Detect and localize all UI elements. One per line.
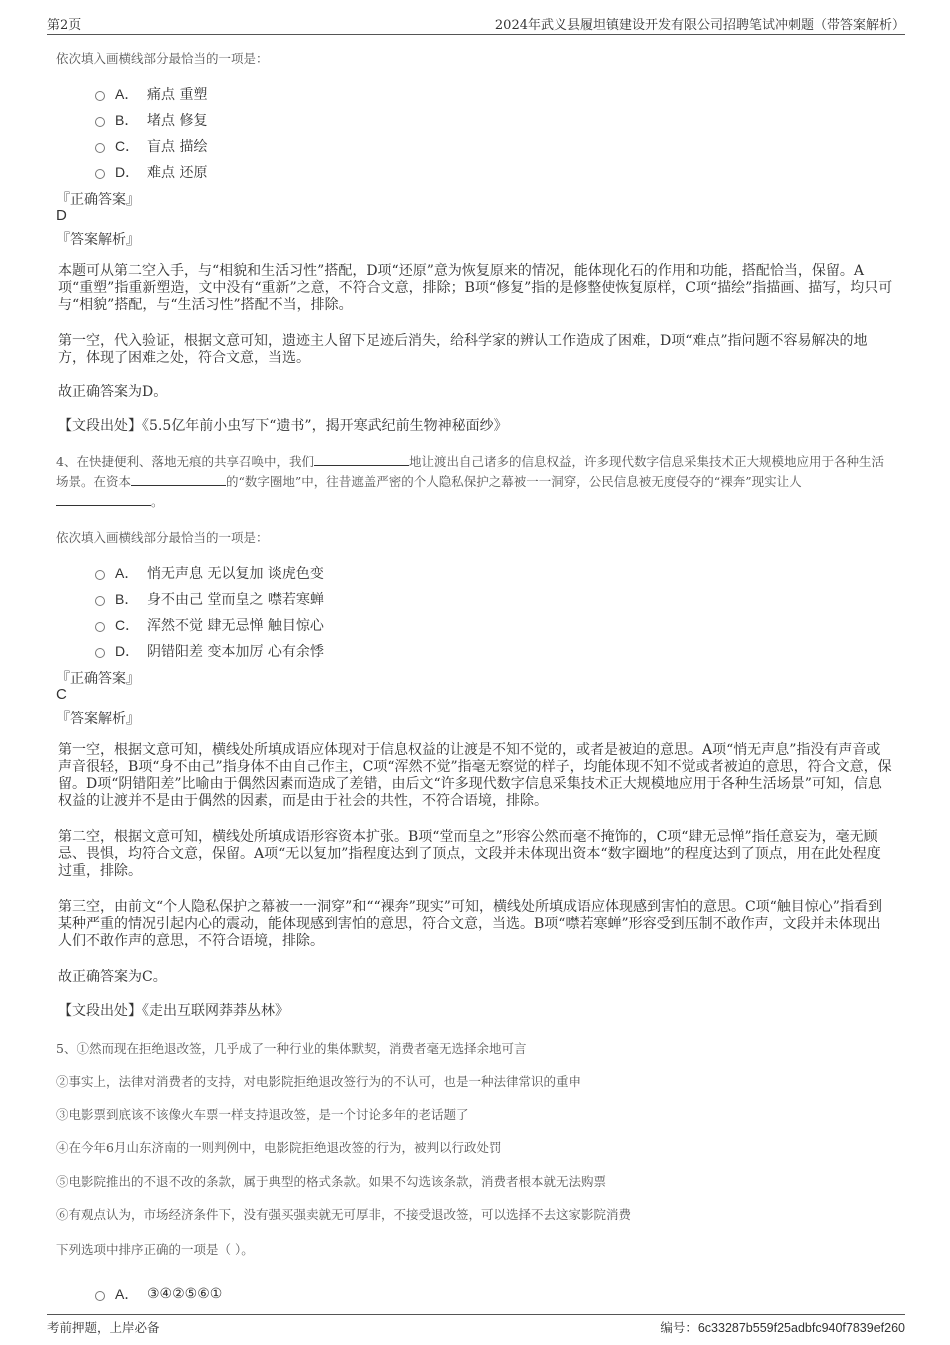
- q3-option-d[interactable]: D． 难点 还原: [95, 162, 207, 182]
- q4-source: 【文段出处】《走出互联网莽莽丛林》: [58, 1003, 289, 1019]
- q3-analysis-p2: 第一空，代入验证，根据文意可知，遗迹主人留下足迹后消失，给科学家的辨认工作造成了困难，D项“难点”指问题不容易解决的地方，体现了困难之处，符合文意，当选。: [58, 333, 868, 366]
- q4-blank-3[interactable]: [56, 493, 151, 506]
- q4-blank-2[interactable]: [131, 473, 226, 486]
- radio-icon[interactable]: [95, 91, 105, 101]
- q4-answer: C: [56, 686, 67, 703]
- q3-answer-label: 『正确答案』: [56, 192, 140, 208]
- q4-option-d[interactable]: D． 阴错阳差 变本加厉 心有余悸: [95, 641, 324, 661]
- q4-stem: 4、在快捷便利、落地无痕的共享召唤中，我们 地让渡出自己诸多的信息权益，许多现代数字信息采集技术正大规模地应用于各种生活场景。在资本 的“数字圈地”中，往昔遮盖严密的个人隐私保护之幕被一一洞穿，公民信息被无度侵夺的“裸奔”现实让人。: [56, 454, 884, 509]
- page-header: [47, 14, 905, 35]
- q4-answer-label: 『正确答案』: [56, 671, 140, 687]
- q5-item: ⑥有观点认为，市场经济条件下，没有强买强卖就无可厚非，不接受退改签，可以选择不去这家影院消费: [56, 1207, 632, 1222]
- q4-analysis-label: 『答案解析』: [56, 711, 140, 727]
- q4-prompt: 依次填入画横线部分最恰当的一项是：: [56, 530, 269, 545]
- radio-icon[interactable]: [95, 596, 105, 606]
- q4-option-c[interactable]: C． 浑然不觉 肆无忌惮 触目惊心: [95, 615, 324, 635]
- radio-icon[interactable]: [95, 117, 105, 127]
- q3-answer: D: [56, 207, 67, 224]
- q4-option-a[interactable]: A． 悄无声息 无以复加 谈虎色变: [95, 563, 324, 583]
- q4-option-b[interactable]: B． 身不由己 堂而皇之 噤若寒蝉: [95, 589, 324, 609]
- q5-prompt: 下列选项中排序正确的一项是（ ）。: [56, 1242, 254, 1257]
- q3-option-a[interactable]: A． 痛点 重塑: [95, 84, 207, 104]
- q5-item: ④在今年6月山东济南的一则判例中，电影院拒绝退改签的行为，被判以行政处罚: [56, 1140, 502, 1155]
- q4-analysis-p1: 第一空，根据文意可知，横线处所填成语应体现对于信息权益的让渡是不知不觉的，或者是被迫的意思。A项“悄无声息”指没有声音或声音很轻，B项“身不由己”指身体不由自己作主，C项“浑然不觉”指毫无察觉的样子，均能体现不知不觉或者被迫的意思，符合文意，保留。D项“阴错阳差”比喻由于偶然因素而造成了差错，由后文“许多现代数字信息采集技术正大规模地应用于各种生活场景”可知，信息权益的让渡并不是由于偶然的因素，而是由于社会的共性，不符合语境，排除。: [58, 742, 892, 809]
- q3-analysis-p3: 故正确答案为D。: [58, 384, 168, 400]
- q3-option-c[interactable]: C． 盲点 描绘: [95, 136, 207, 156]
- radio-icon[interactable]: [95, 143, 105, 153]
- page-footer: [47, 1314, 905, 1337]
- q5-item: ⑤电影院推出的不退不改的条款，属于典型的格式条款。如果不勾选该条款，消费者根本就无法购票: [56, 1174, 607, 1189]
- q4-analysis-p4: 故正确答案为C。: [58, 969, 167, 985]
- q5-option-a[interactable]: A． ③④②⑤⑥①: [95, 1284, 222, 1304]
- q4-analysis-p3: 第三空，由前文“个人隐私保护之幕被一一洞穿”和““裸奔”现实”可知，横线处所填成语应体现感到害怕的意思。C项“触目惊心”指看到某种严重的情况引起内心的震动，能体现感到害怕的意思，符合文意，当选。B项“噤若寒蝉”形容受到压制不敢作声，文段并未体现出人们不敢作声的意思，不符合语境，排除。: [58, 899, 882, 949]
- q5-item: ③电影票到底该不该像火车票一样支持退改签，是一个讨论多年的老话题了: [56, 1107, 469, 1122]
- radio-icon[interactable]: [95, 622, 105, 632]
- radio-icon[interactable]: [95, 169, 105, 179]
- radio-icon[interactable]: [95, 1291, 105, 1301]
- page-number: 第2页: [47, 18, 82, 33]
- q3-analysis-p1: 本题可从第二空入手，与“相貌和生活习性”搭配，D项“还原”意为恢复原来的情况，能体现化石的作用和功能，搭配恰当，保留。A项“重塑”指重新塑造，文中没有“重新”之意，不符合文意，排除；B项“修复”指的是修整使恢复原样，C项“描绘”指描画、描写，均只可与“相貌”搭配，与“生活习性”搭配不当，排除。: [58, 263, 893, 313]
- q5-item: 5、①然而现在拒绝退改签，几乎成了一种行业的集体默契，消费者毫无选择余地可言: [56, 1041, 527, 1056]
- q3-option-b[interactable]: B． 堵点 修复: [95, 110, 207, 130]
- q3-source: 【文段出处】《5.5亿年前小虫写下“遗书”，揭开寒武纪前生物神秘面纱》: [58, 418, 508, 434]
- q3-analysis-label: 『答案解析』: [56, 232, 140, 248]
- document-code: 编号：6c33287b559f25adbfc940f7839ef260: [660, 1321, 905, 1335]
- q3-prompt: 依次填入画横线部分最恰当的一项是：: [56, 51, 269, 66]
- q5-item: ②事实上，法律对消费者的支持，对电影院拒绝退改签行为的不认可，也是一种法律常识的重申: [56, 1074, 582, 1089]
- footer-slogan: 考前押题，上岸必备: [47, 1320, 160, 1335]
- q4-blank-1[interactable]: [314, 453, 409, 466]
- radio-icon[interactable]: [95, 570, 105, 580]
- radio-icon[interactable]: [95, 648, 105, 658]
- q4-analysis-p2: 第二空，根据文意可知，横线处所填成语形容资本扩张。B项“堂而皇之”形容公然而毫不掩饰的，C项“肆无忌惮”指任意妄为，毫无顾忌、畏惧，均符合文意，保留。A项“无以复加”指程度达到了顶点，文段并未体现出资本“数字圈地”的程度达到了顶点，用在此处程度过重，排除。: [58, 829, 881, 879]
- document-title: 2024年武义县履坦镇建设开发有限公司招聘笔试冲刺题（带答案解析）: [494, 18, 905, 33]
